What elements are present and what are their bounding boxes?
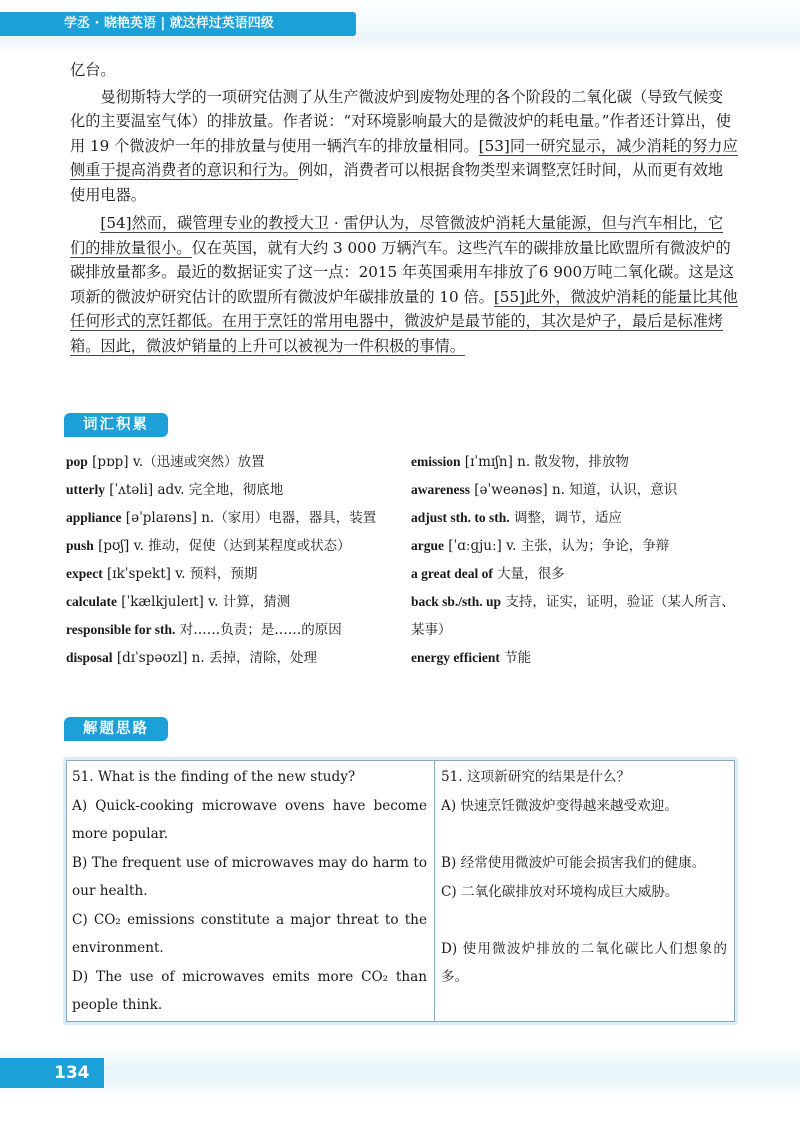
- vocab-item: [411, 476, 739, 504]
- vocab-word: energy efficient: [411, 650, 500, 665]
- vocab-item: [411, 588, 739, 644]
- column-divider: [434, 761, 435, 1021]
- question-en: 51. What is the finding of the new study?: [72, 769, 356, 785]
- p2-text-b: 仅在英国，就有大约 3 000 万辆汽车。这些汽车的碳排放量比欧盟所有微波炉的碳排放量都多。最近的数据证实了这一点：2015 年英国乘用车排放了6 900万吨二氧化碳。这是这项新的微波炉研究估计的欧盟所有微波炉年碳排放量的 10 倍。: [70, 238, 735, 306]
- vocab-item: [66, 448, 396, 476]
- option-en-b: B) The frequent use of microwaves may do harm to our health.: [72, 855, 427, 899]
- vocab-word: pop: [66, 454, 88, 469]
- passage-paragraph-1: [70, 85, 738, 208]
- passage-text: [70, 58, 738, 358]
- passage-fragment: 亿台。: [70, 61, 116, 79]
- vocab-def: [pɒp] v.（迅速或突然）放置: [87, 454, 265, 470]
- english-column: [72, 763, 427, 1020]
- vocab-word: adjust sth. to sth.: [411, 510, 510, 525]
- vocab-item: [411, 532, 739, 560]
- option-zh-d: D) 使用微波炉排放的二氧化碳比人们想象的多。: [441, 941, 727, 985]
- vocab-item: [411, 560, 739, 588]
- vocab-word: expect: [66, 566, 103, 581]
- page-number: 134: [0, 1058, 104, 1088]
- vocab-word: utterly: [66, 482, 105, 497]
- vocab-def: 对……负责；是……的原因: [175, 622, 342, 638]
- vocab-word: a great deal of: [411, 566, 493, 581]
- vocab-item: [411, 644, 739, 672]
- vocab-word: push: [66, 538, 94, 553]
- analysis-table: [66, 760, 735, 1022]
- p1-underlined-53: [53]同一研究显示，减少消耗的努力应侧重于提高消费者的意识和行为。: [70, 136, 738, 179]
- vocab-item: [66, 644, 396, 672]
- vocab-item: [66, 504, 396, 532]
- option-en-a: A) Quick-cooking microwave ovens have become more popular.: [72, 798, 427, 842]
- question-zh: 51. 这项新研究的结果是什么？: [441, 769, 631, 785]
- vocab-def: 支持，证实，证明，验证（某人所言、某事）: [411, 594, 735, 638]
- analysis-section-label: 解题思路: [64, 717, 168, 741]
- p1-text-a: 曼彻斯特大学的一项研究估测了从生产微波炉到废物处理的各个阶段的二氧化碳（导致气候变化的主要温室气体）的排放量。作者说：“对环境影响最大的是微波炉的耗电量。”作者还计算出，使用 19 个微波炉一年的排放量与使用一辆汽车的排放量相同。: [70, 87, 731, 155]
- vocab-word: back sb./sth. up: [411, 594, 502, 609]
- vocab-word: emission: [411, 454, 461, 469]
- vocab-def: [ˈɑːɡjuː] v. 主张，认为；争论，争辩: [444, 538, 670, 554]
- vocab-def: [əˈweənəs] n. 知道，认识，意识: [470, 482, 678, 498]
- vocab-section-label: 词汇积累: [64, 413, 168, 437]
- vocab-word: disposal: [66, 650, 113, 665]
- vocab-item: [66, 560, 396, 588]
- vocab-left-column: [66, 448, 396, 672]
- vocab-def: 节能: [499, 650, 532, 666]
- passage-paragraph-2: [70, 211, 738, 358]
- chinese-column: [441, 763, 727, 992]
- vocab-word: appliance: [66, 510, 122, 525]
- p2-underlined-54: [54]然而，碳管理专业的教授大卫 · 雷伊认为，尽管微波炉消耗大量能源，但与汽车相比，它们的排放量很小。: [70, 214, 724, 257]
- option-zh-b: B) 经常使用微波炉可能会损害我们的健康。: [441, 855, 706, 871]
- vocab-item: [66, 616, 396, 644]
- option-en-c: C) CO₂ emissions constitute a major threat to the environment.: [72, 912, 427, 956]
- vocab-def: [ɪkˈspekt] v. 预料，预期: [102, 566, 258, 582]
- vocab-def: [pʊʃ] v. 推动，促使（达到某程度或状态）: [93, 538, 351, 554]
- vocab-word: argue: [411, 538, 444, 553]
- vocab-def: 大量，很多: [492, 566, 565, 582]
- vocab-def: [əˈplaɪəns] n.（家用）电器，器具，装置: [121, 510, 377, 526]
- vocab-def: [ɪˈmɪʃn] n. 散发物，排放物: [460, 454, 629, 470]
- vocab-word: responsible for sth.: [66, 622, 176, 637]
- option-zh-a: A) 快速烹饪微波炉变得越来越受欢迎。: [441, 798, 678, 814]
- footer-band: [0, 1048, 800, 1098]
- vocab-right-column: [411, 448, 739, 672]
- p1-text-c: 例如，消费者可以根据食物类型来调整烹饪时间，从而更有效地使用电器。: [70, 161, 724, 204]
- book-title-tab: 学丞 · 晓艳英语 | 就这样过英语四级: [0, 12, 356, 36]
- vocab-item: [411, 448, 739, 476]
- vocab-word: calculate: [66, 594, 117, 609]
- vocab-item: [66, 476, 396, 504]
- option-en-d: D) The use of microwaves emits more CO₂ than people think.: [72, 969, 427, 1013]
- vocab-def: [ˈkælkjuleɪt] v. 计算，猜测: [116, 594, 291, 610]
- vocab-item: [411, 504, 739, 532]
- vocab-def: 调整，调节，适应: [509, 510, 622, 526]
- vocab-def: [ˈʌtəli] adv. 完全地，彻底地: [104, 482, 284, 498]
- vocab-item: [66, 588, 396, 616]
- option-zh-c: C) 二氧化碳排放对环境构成巨大威胁。: [441, 884, 679, 900]
- vocab-word: awareness: [411, 482, 470, 497]
- vocab-item: [66, 532, 396, 560]
- p2-underlined-55: [55]此外，微波炉消耗的能量比其他任何形式的烹饪都低。在用于烹饪的常用电器中，微波炉是最节能的，其次是炉子，最后是标准烤箱。因此，微波炉销量的上升可以被视为一件积极的事情。: [70, 287, 738, 355]
- vocab-def: [dɪˈspəʊzl] n. 丢掉，清除，处理: [112, 650, 317, 666]
